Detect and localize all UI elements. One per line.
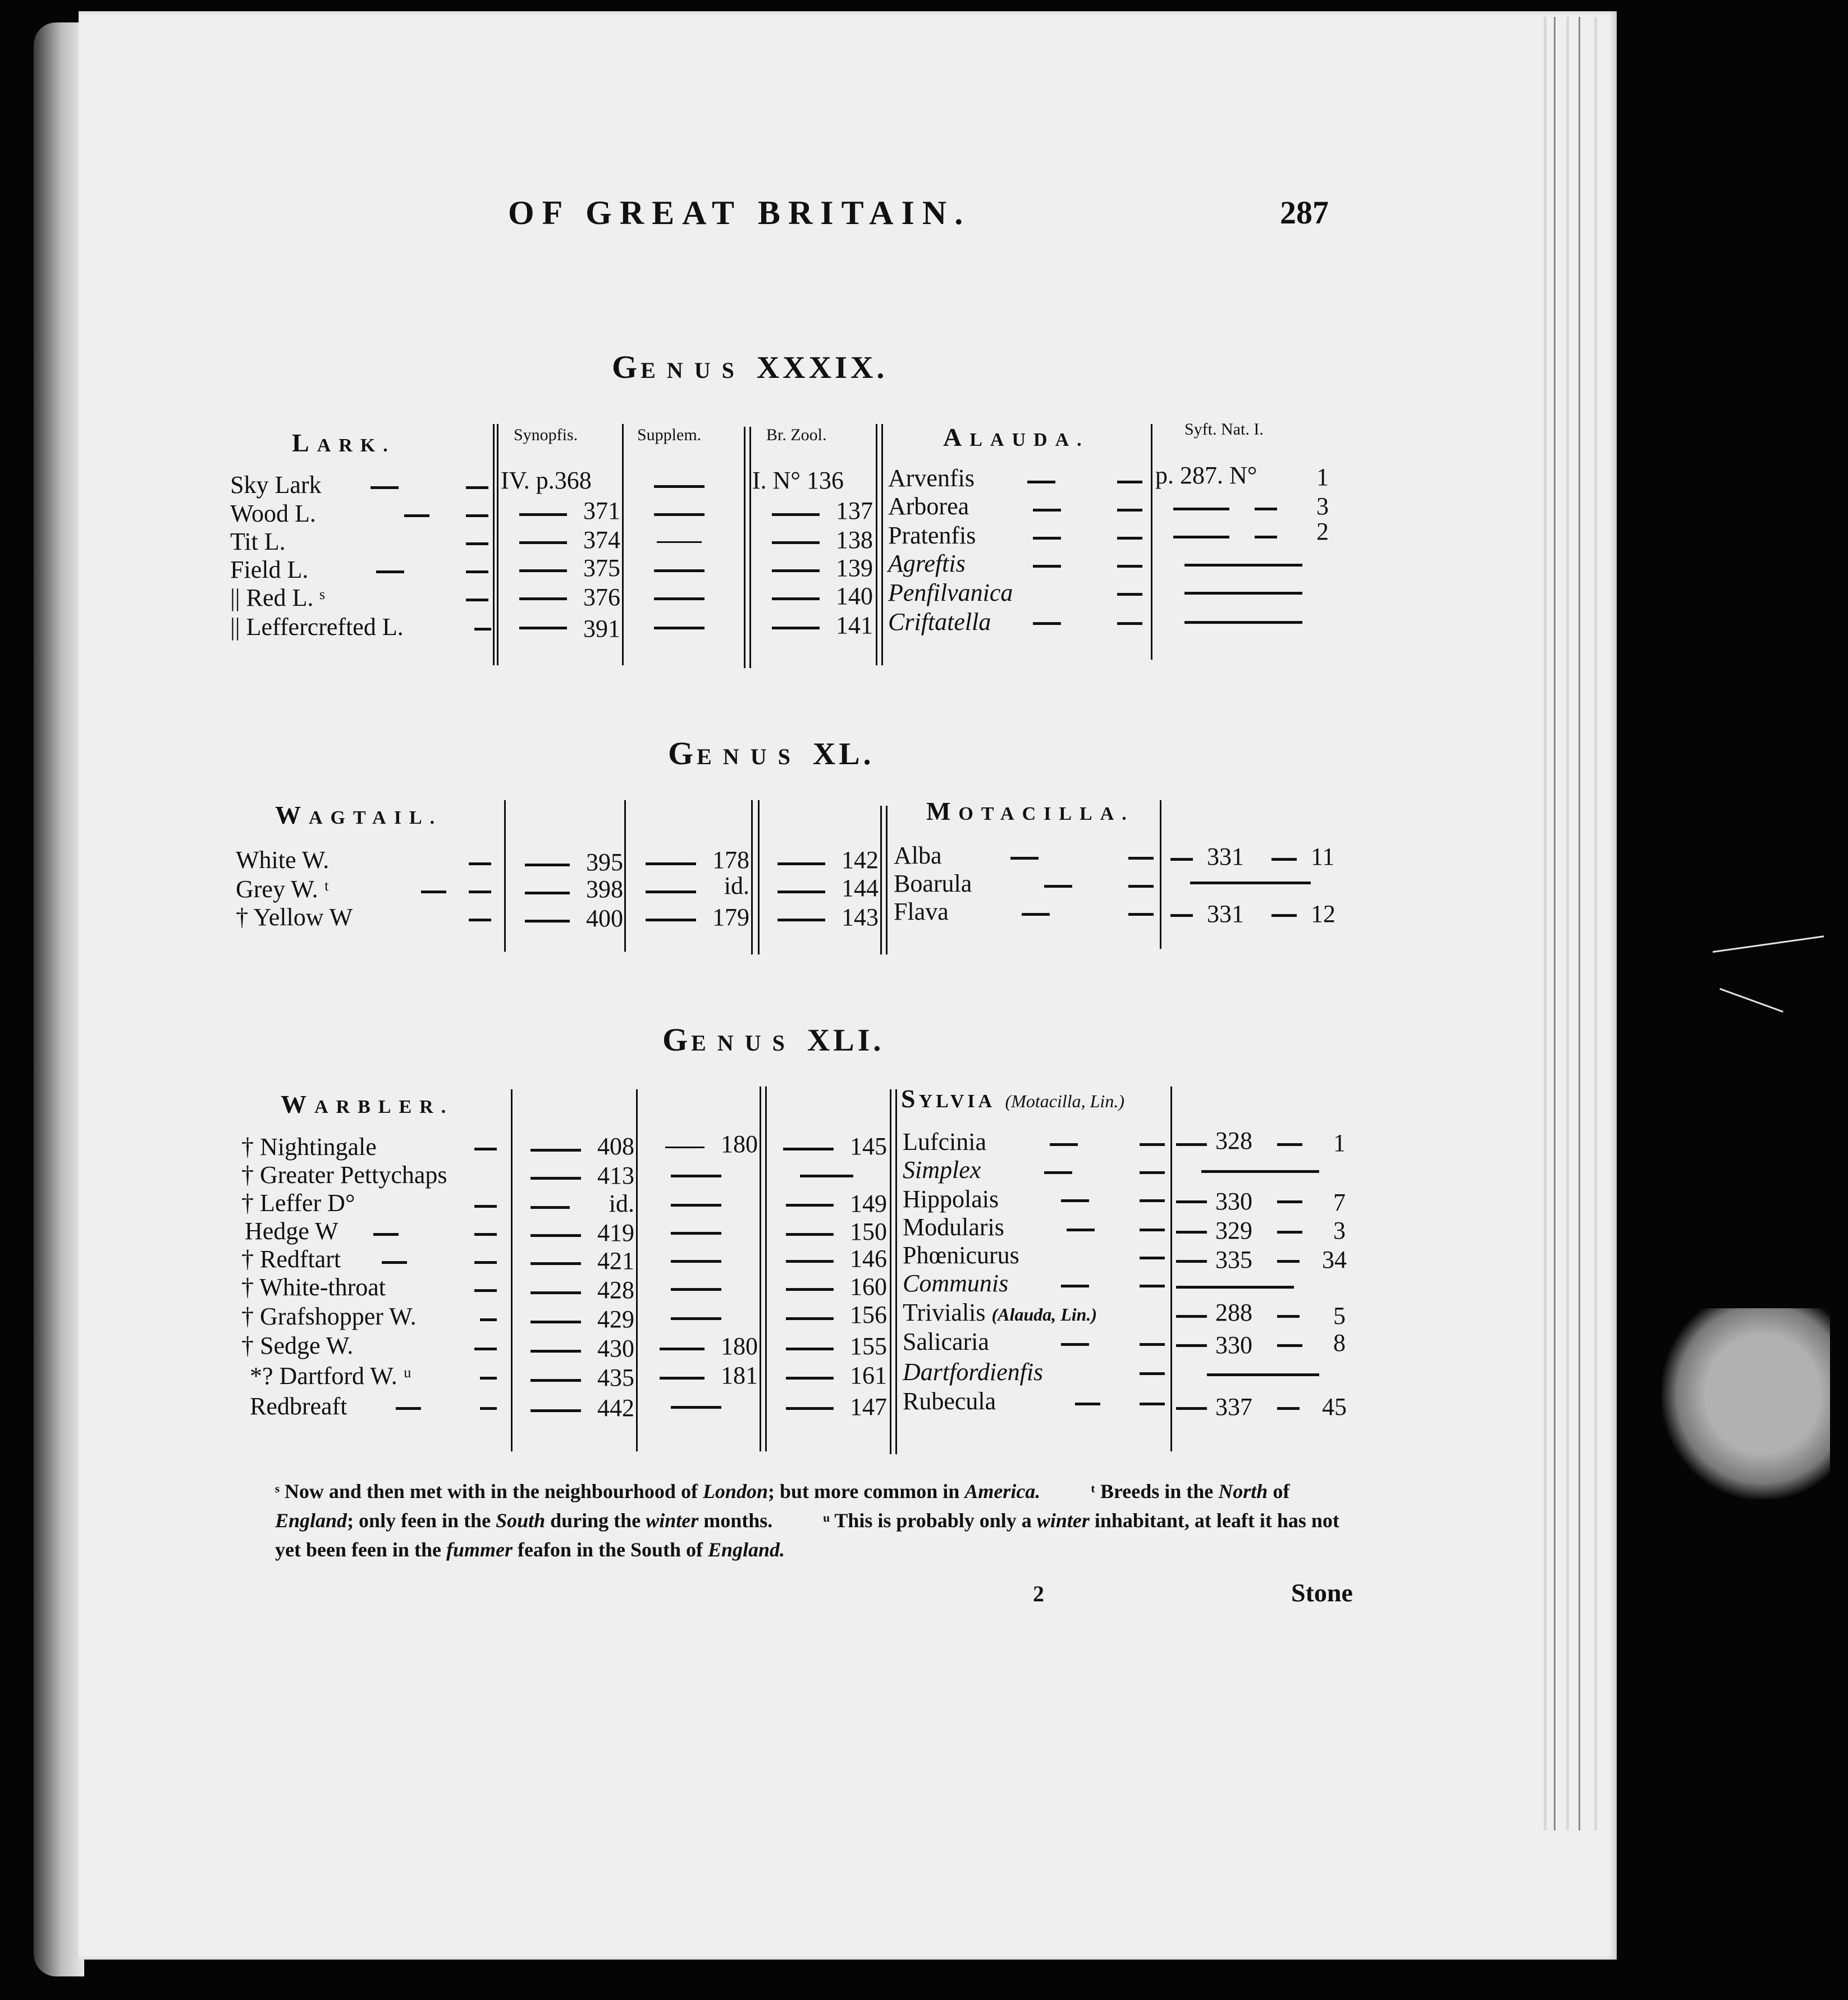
- latin-name: Rubecula: [903, 1387, 996, 1415]
- footnote-u: ᵘ This is probably only a winter inhabitant, at leaft it has not yet been feen in the fummer feafon in the South of England.: [275, 1509, 1339, 1561]
- english-name: † Redftart: [241, 1245, 341, 1273]
- latin-name: Boarula: [894, 870, 972, 897]
- ditto-dash: [786, 1348, 834, 1350]
- syst-nat-ref: 329: [1215, 1217, 1252, 1244]
- ditto-dash: [530, 1321, 581, 1323]
- ditto-dash: [786, 1288, 834, 1291]
- ditto-dash: [1277, 1231, 1302, 1234]
- ditto-dash: [654, 569, 705, 572]
- latin-name: Penfilvanica: [888, 579, 1013, 606]
- ditto-dash: [786, 1260, 834, 1263]
- br-zool-ref: 161: [850, 1362, 887, 1389]
- english-genus-name: LARK.: [292, 428, 396, 457]
- page-edge: [1544, 17, 1547, 1830]
- english-name: Hedge W: [245, 1217, 339, 1245]
- ditto-dash: [1067, 1229, 1095, 1231]
- syst-nat-number: 3: [1316, 492, 1329, 520]
- footnote-t: ᵗ Breeds in the North of England; only feen in the South during the winter months.: [275, 1480, 1290, 1532]
- ditto-dash: [530, 1262, 581, 1265]
- ditto-dash: [519, 513, 567, 516]
- english-name: Tit L.: [230, 528, 286, 555]
- ditto-dash: [1271, 914, 1297, 917]
- ditto-dash: [373, 1233, 399, 1236]
- ditto-dash: [474, 1261, 497, 1264]
- ditto-dash: [654, 485, 705, 488]
- ditto-dash: [1190, 882, 1311, 884]
- ditto-dash: [1128, 857, 1154, 860]
- ditto-dash: [671, 1204, 721, 1207]
- syst-nat-number: 1: [1316, 463, 1329, 491]
- ditto-dash: [530, 1350, 581, 1353]
- english-name: Grey W. ᵗ: [236, 875, 330, 903]
- br-zool-ref: 144: [841, 874, 879, 902]
- latin-name: Arborea: [888, 492, 969, 520]
- col-header-synopsis: Synopfis.: [514, 426, 578, 444]
- ditto-dash: [1277, 1344, 1302, 1347]
- supplement-ref: 179: [712, 903, 749, 931]
- latin-name: Alba: [894, 842, 942, 869]
- column-rule: [622, 424, 624, 665]
- ditto-dash: [466, 486, 488, 489]
- br-zool-ref: 137: [836, 497, 873, 524]
- latin-name: Arvenfis: [888, 464, 975, 492]
- running-head: OF GREAT BRITAIN.: [508, 194, 971, 231]
- column-rule: [876, 424, 877, 665]
- latin-name: Simplex: [903, 1156, 981, 1184]
- ditto-dash: [646, 919, 696, 921]
- footnote-s: ˢ Now and then met with in the neighbourhood of London; but more common in America.: [275, 1480, 1041, 1503]
- syst-nat-ref: 330: [1215, 1331, 1252, 1359]
- ditto-dash: [654, 627, 705, 629]
- syst-nat-ref: 331: [1207, 900, 1244, 928]
- ditto-dash: [519, 569, 567, 572]
- ditto-dash: [783, 1148, 834, 1150]
- synopsis-ref: 413: [597, 1162, 634, 1189]
- genus-39-title: GENUS XXXIX.: [612, 349, 888, 385]
- ditto-dash: [1176, 1231, 1207, 1234]
- ditto-dash: [1117, 509, 1142, 512]
- ditto-dash: [800, 1175, 853, 1177]
- synopsis-ref: IV. p.368: [501, 467, 592, 494]
- latin-name: Communis: [903, 1270, 1009, 1297]
- synopsis-ref: 442: [597, 1394, 634, 1422]
- latin-name: Phœnicurus: [903, 1241, 1019, 1269]
- ditto-dash: [786, 1407, 834, 1410]
- ditto-dash: [530, 1177, 581, 1180]
- ditto-dash: [786, 1204, 834, 1207]
- ditto-dash: [480, 1407, 497, 1410]
- synopsis-ref: 376: [583, 583, 620, 611]
- ditto-dash: [466, 570, 488, 573]
- supplement-ref: id.: [724, 872, 749, 899]
- ditto-dash: [1201, 1170, 1319, 1173]
- column-rule: [624, 800, 626, 952]
- ditto-dash: [1050, 1143, 1078, 1146]
- ditto-dash: [469, 919, 491, 921]
- syst-nat-number: 12: [1311, 900, 1335, 928]
- ditto-dash: [1277, 1315, 1300, 1318]
- syst-nat-number: 45: [1322, 1393, 1347, 1421]
- br-zool-ref: 146: [850, 1245, 887, 1272]
- column-rule: [886, 806, 888, 955]
- ditto-dash: [404, 514, 429, 517]
- ditto-dash: [1170, 914, 1193, 917]
- synopsis-ref: 374: [583, 526, 620, 554]
- column-rule: [880, 806, 882, 955]
- latin-name: Modularis: [903, 1213, 1004, 1241]
- ditto-dash: [1277, 1143, 1302, 1146]
- syst-nat-ref: 337: [1215, 1393, 1252, 1421]
- ditto-dash: [1140, 1372, 1165, 1375]
- ditto-dash: [1033, 565, 1061, 568]
- ditto-dash: [671, 1288, 721, 1291]
- ditto-dash: [525, 864, 570, 866]
- br-zool-ref: 145: [850, 1133, 887, 1160]
- genus-40-title: GENUS XL.: [668, 735, 875, 771]
- column-rule: [881, 424, 883, 665]
- ditto-dash: [1128, 913, 1154, 916]
- latin-name: Pratenfis: [888, 522, 976, 549]
- ditto-dash: [1173, 536, 1229, 538]
- br-zool-ref: I. N° 136: [752, 467, 844, 494]
- synopsis-ref: 435: [597, 1364, 634, 1391]
- ditto-dash: [469, 862, 491, 865]
- paper-stain: [1662, 1308, 1830, 1499]
- synopsis-ref: 421: [597, 1247, 634, 1275]
- catchword: Stone: [1291, 1578, 1353, 1607]
- br-zool-ref: 139: [836, 554, 873, 582]
- ditto-dash: [1176, 1260, 1207, 1263]
- column-rule: [511, 1089, 513, 1451]
- ditto-dash: [1184, 592, 1302, 595]
- column-rule: [751, 800, 753, 955]
- ditto-dash: [786, 1377, 834, 1380]
- english-name: Sky Lark: [230, 471, 322, 499]
- ditto-dash: [1176, 1286, 1294, 1289]
- br-zool-ref: 141: [836, 611, 873, 639]
- ditto-dash: [376, 570, 404, 573]
- supplement-ref: 180: [721, 1332, 758, 1360]
- ditto-dash: [1117, 593, 1142, 596]
- page-edge: [1566, 17, 1569, 1830]
- syst-nat-number: 1: [1333, 1129, 1346, 1157]
- br-zool-ref: 138: [836, 526, 873, 554]
- ditto-dash: [1140, 1403, 1165, 1405]
- syst-nat-ref: 335: [1215, 1246, 1252, 1273]
- ditto-dash: [671, 1406, 721, 1409]
- latin-name: Lufcinia: [903, 1128, 987, 1156]
- ditto-dash: [1027, 481, 1055, 483]
- ditto-dash: [1207, 1373, 1319, 1376]
- footnotes: [275, 1477, 1358, 1564]
- column-rule: [765, 1086, 767, 1451]
- latin-name: Trivialis (Alauda, Lin.): [903, 1299, 1097, 1326]
- ditto-dash: [1044, 885, 1072, 888]
- ditto-dash: [1140, 1343, 1165, 1346]
- ditto-dash: [1255, 536, 1277, 538]
- english-name: Field L.: [230, 556, 309, 583]
- col-header-supplement: Supplem.: [637, 426, 702, 444]
- synopsis-ref: 400: [586, 905, 623, 932]
- syst-nat-ref: 330: [1215, 1188, 1252, 1215]
- ditto-dash: [671, 1317, 721, 1320]
- column-rule: [504, 800, 506, 952]
- english-name: Wood L.: [230, 500, 316, 527]
- ditto-dash: [1022, 913, 1050, 916]
- ditto-dash: [1044, 1171, 1072, 1174]
- br-zool-ref: 155: [850, 1332, 887, 1360]
- synopsis-ref: 430: [597, 1335, 634, 1362]
- synopsis-ref: 419: [597, 1219, 634, 1246]
- scratch-mark: [1719, 988, 1783, 1013]
- ditto-dash: [530, 1291, 581, 1294]
- ditto-dash: [382, 1261, 407, 1264]
- ditto-dash: [671, 1260, 721, 1263]
- ditto-dash: [530, 1206, 570, 1209]
- synopsis-ref: 371: [583, 497, 620, 524]
- ditto-dash: [480, 1377, 497, 1380]
- scratch-mark: [1713, 935, 1824, 953]
- column-rule: [1170, 1086, 1172, 1451]
- column-rule: [758, 800, 760, 955]
- genus-41-title: GENUS XLI.: [662, 1021, 885, 1058]
- english-name: † Nightingale: [241, 1133, 377, 1161]
- ditto-dash: [530, 1409, 581, 1412]
- english-name: White W.: [236, 846, 330, 874]
- ditto-dash: [1033, 509, 1061, 512]
- ditto-dash: [519, 627, 567, 629]
- column-rule: [760, 1086, 761, 1451]
- english-name: † Leffer D°: [241, 1189, 355, 1217]
- ditto-dash: [480, 1318, 497, 1321]
- english-name: † White-throat: [241, 1273, 386, 1301]
- ditto-dash: [786, 1233, 834, 1236]
- synopsis-ref: 428: [597, 1276, 634, 1304]
- latin-genus-name: SYLVIA (Motacilla, Lin.): [901, 1084, 1124, 1113]
- ditto-dash: [1277, 1200, 1302, 1203]
- ditto-dash: [1033, 537, 1061, 540]
- column-rule: [890, 1089, 891, 1454]
- column-rule: [497, 424, 498, 665]
- previous-page-curl: [34, 22, 84, 1976]
- ditto-dash: [1061, 1199, 1089, 1202]
- ditto-dash: [474, 1233, 497, 1236]
- ditto-dash: [1170, 858, 1193, 861]
- ditto-dash: [1277, 1260, 1300, 1263]
- ditto-dash: [474, 1205, 497, 1208]
- ditto-dash: [466, 599, 488, 601]
- ditto-dash: [525, 892, 570, 894]
- ditto-dash: [772, 569, 820, 572]
- ditto-dash: [772, 627, 820, 629]
- ditto-dash: [786, 1317, 834, 1320]
- ditto-dash: [1140, 1171, 1165, 1174]
- ditto-dash: [1173, 508, 1229, 510]
- page-edge: [1554, 17, 1556, 1830]
- br-zool-ref: 160: [850, 1273, 887, 1300]
- latin-name: Salicaria: [903, 1328, 989, 1355]
- latin-name: Dartfordienfis: [903, 1358, 1044, 1386]
- br-zool-ref: 147: [850, 1393, 887, 1421]
- syst-nat-number: 5: [1333, 1302, 1346, 1330]
- ditto-dash: [474, 628, 491, 631]
- supplement-ref: 181: [721, 1362, 758, 1389]
- synopsis-ref: 408: [597, 1133, 634, 1160]
- synopsis-ref: 391: [583, 615, 620, 642]
- col-header-br-zool: Br. Zool.: [766, 426, 827, 444]
- supplement-ref: 180: [721, 1130, 758, 1158]
- syst-nat-number: 8: [1333, 1329, 1346, 1357]
- ditto-dash: [530, 1149, 581, 1152]
- ditto-dash: [1117, 481, 1142, 483]
- column-rule: [749, 427, 751, 668]
- latin-name: Agreftis: [888, 550, 966, 577]
- page-edge: [1594, 17, 1597, 1830]
- english-name: † Sedge W.: [241, 1332, 354, 1359]
- ditto-dash: [660, 1348, 705, 1350]
- ditto-dash: [772, 513, 820, 516]
- ditto-dash: [474, 1348, 497, 1350]
- column-rule: [493, 424, 495, 665]
- ditto-dash: [654, 597, 705, 600]
- syst-nat-number: 2: [1316, 518, 1329, 545]
- syst-nat-ref: p. 287. N°: [1155, 462, 1257, 489]
- ditto-dash: [1061, 1285, 1089, 1287]
- latin-genus-name: MOTACILLA.: [926, 797, 1135, 825]
- english-genus-name: WAGTAIL.: [275, 801, 443, 829]
- ditto-dash: [777, 891, 825, 893]
- english-name: † Greater Pettychaps: [241, 1161, 447, 1189]
- ditto-dash: [525, 920, 570, 923]
- ditto-dash: [777, 862, 825, 865]
- english-name: *? Dartford W. ᵘ: [250, 1362, 412, 1390]
- column-rule: [636, 1089, 638, 1451]
- ditto-dash: [1176, 1200, 1207, 1203]
- syst-nat-ref: 331: [1207, 843, 1244, 870]
- ditto-dash: [646, 862, 696, 865]
- ditto-dash: [1140, 1229, 1165, 1231]
- ditto-dash: [657, 541, 702, 543]
- syst-nat-ref: 328: [1215, 1127, 1252, 1154]
- ditto-dash: [1255, 508, 1277, 510]
- br-zool-ref: 142: [841, 846, 879, 874]
- ditto-dash: [1271, 858, 1297, 861]
- ditto-dash: [466, 514, 488, 517]
- ditto-dash: [1176, 1143, 1207, 1146]
- ditto-dash: [671, 1232, 721, 1235]
- ditto-dash: [772, 597, 820, 600]
- syst-nat-ref: 288: [1215, 1299, 1252, 1326]
- column-rule: [744, 427, 745, 668]
- column-rule: [1151, 424, 1152, 660]
- latin-genus-name: ALAUDA.: [943, 423, 1090, 451]
- ditto-dash: [396, 1407, 421, 1410]
- syst-nat-number: 3: [1333, 1217, 1346, 1244]
- english-name: † Grafshopper W.: [241, 1303, 417, 1330]
- ditto-dash: [370, 486, 399, 489]
- ditto-dash: [1075, 1403, 1100, 1405]
- ditto-dash: [1176, 1407, 1207, 1410]
- br-zool-ref: 150: [850, 1218, 887, 1245]
- synopsis-ref: id.: [609, 1190, 634, 1217]
- synopsis-ref: 398: [586, 875, 623, 903]
- br-zool-ref: 149: [850, 1190, 887, 1217]
- ditto-dash: [519, 597, 567, 600]
- ditto-dash: [1176, 1315, 1207, 1318]
- book-page: [79, 11, 1617, 1960]
- ditto-dash: [469, 891, 491, 893]
- ditto-dash: [1140, 1257, 1165, 1259]
- br-zool-ref: 156: [850, 1301, 887, 1328]
- ditto-dash: [530, 1379, 581, 1382]
- ditto-dash: [466, 542, 488, 545]
- synopsis-ref: 429: [597, 1305, 634, 1333]
- ditto-dash: [1277, 1407, 1300, 1410]
- syst-nat-number: 11: [1311, 843, 1335, 870]
- page-number: 287: [1280, 194, 1329, 231]
- synopsis-ref: 395: [586, 848, 623, 876]
- latin-name: Criftatella: [888, 608, 991, 636]
- ditto-dash: [777, 919, 825, 921]
- ditto-dash: [660, 1377, 705, 1380]
- br-zool-ref: 143: [841, 903, 879, 931]
- ditto-dash: [530, 1234, 581, 1237]
- ditto-dash: [646, 891, 696, 893]
- english-name: † Yellow W: [236, 903, 353, 931]
- ditto-dash: [474, 1148, 497, 1150]
- ditto-dash: [1140, 1199, 1165, 1202]
- ditto-dash: [474, 1289, 497, 1292]
- ditto-dash: [1140, 1285, 1165, 1287]
- english-name: || Leffercrefted L.: [230, 613, 404, 641]
- latin-name: Hippolais: [903, 1185, 999, 1213]
- ditto-dash: [772, 541, 820, 544]
- english-name: Redbreaft: [250, 1392, 347, 1420]
- ditto-dash: [1033, 622, 1061, 625]
- ditto-dash: [421, 891, 446, 893]
- ditto-dash: [1117, 537, 1142, 540]
- latin-name: Flava: [894, 898, 949, 925]
- ditto-dash: [665, 1147, 705, 1148]
- ditto-dash: [1176, 1344, 1207, 1347]
- ditto-dash: [671, 1175, 721, 1177]
- ditto-dash: [1140, 1143, 1165, 1146]
- column-rule: [1160, 800, 1161, 949]
- ditto-dash: [654, 513, 705, 516]
- signature-mark: 2: [1033, 1581, 1044, 1606]
- english-genus-name: WARBLER.: [281, 1090, 454, 1118]
- column-rule: [895, 1089, 897, 1454]
- ditto-dash: [1117, 565, 1142, 568]
- syst-nat-number: 34: [1322, 1246, 1347, 1273]
- syst-nat-number: 7: [1333, 1189, 1346, 1216]
- col-header-syst-nat: Syft. Nat. I.: [1184, 420, 1264, 439]
- synopsis-ref: 375: [583, 554, 620, 582]
- ditto-dash: [1061, 1343, 1089, 1346]
- ditto-dash: [1184, 621, 1302, 624]
- ditto-dash: [1128, 885, 1154, 888]
- page-edge: [1579, 17, 1580, 1830]
- ditto-dash: [1010, 857, 1039, 860]
- english-name: || Red L. ˢ: [230, 584, 325, 611]
- br-zool-ref: 140: [836, 582, 873, 610]
- supplement-ref: 178: [712, 846, 749, 874]
- ditto-dash: [1117, 622, 1142, 625]
- ditto-dash: [519, 541, 567, 544]
- ditto-dash: [1184, 564, 1302, 567]
